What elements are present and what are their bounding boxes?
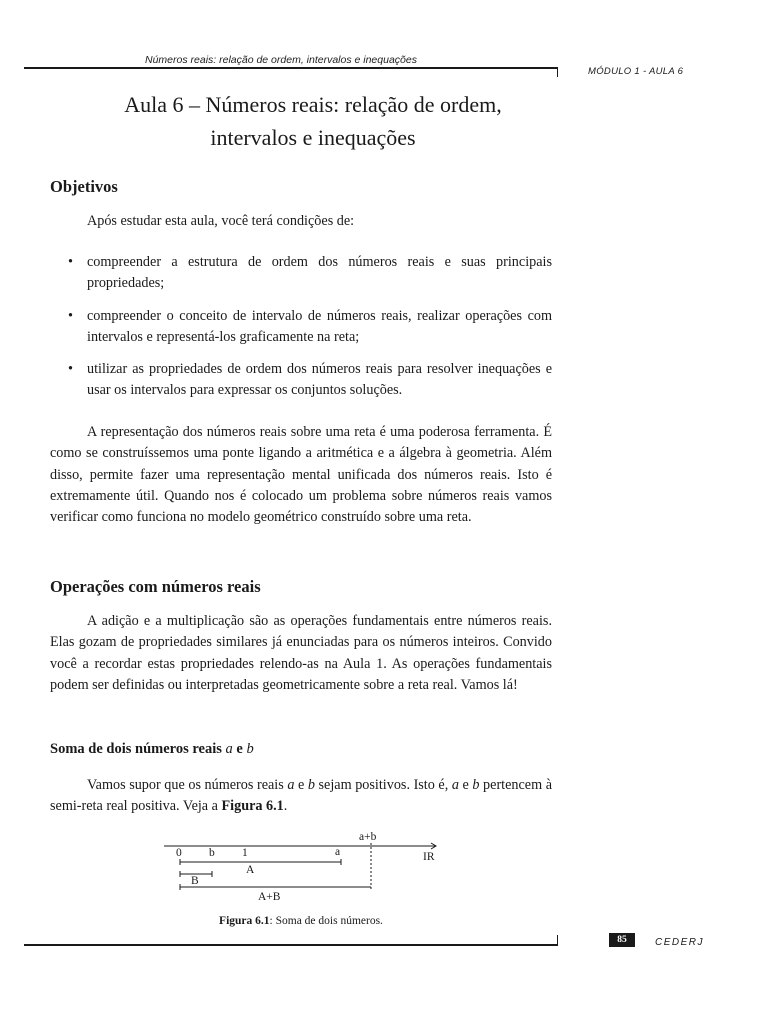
operations-heading: Operações com números reais [50, 577, 261, 596]
objectives-intro: Após estudar esta aula, você terá condições de: [87, 213, 355, 229]
figure-caption: Figura 6.1: Soma de dois números. [219, 915, 383, 927]
intro-paragraph: A representação dos números reais sobre uma reta é uma poderosa ferramenta. É como se construíssemos uma ponte ligando a aritmética e a álgebra à geometria. Além disso, permite fazer uma representação mental unificada dos números reais. Isto é extremamente útil. Quando nos é colocado um problema sobre números reais vamos verificar como funciona no modelo geométrico construído sobre uma reta. [50, 424, 552, 526]
label-ir: IR [423, 851, 435, 863]
publisher-label: CEDERJ [655, 937, 705, 948]
sum-heading: Soma de dois números reais a e b [50, 741, 254, 757]
label-segment-a: A [246, 864, 255, 876]
figure-number-line [150, 825, 450, 905]
bullet-icon: • [68, 307, 73, 324]
running-header-title: Números reais: relação de ordem, intervalos e inequações [145, 54, 417, 66]
header-rule [24, 67, 558, 69]
label-zero: 0 [176, 847, 182, 859]
objective-item: • utilizar as propriedades de ordem dos números reais para resolver inequações e usar os intervalos para expressar os conjuntos soluções. [68, 361, 552, 399]
sum-paragraph: Vamos supor que os números reais a e b sejam positivos. Isto é, a e b pertencem à semi-reta real positiva. Veja a Figura 6.1. [50, 777, 553, 815]
objectives-list [68, 252, 552, 413]
label-a: a [335, 846, 341, 858]
footer-rule-tick [557, 935, 558, 945]
objective-item: • compreender a estrutura de ordem dos números reais e suas principais propriedades; [68, 254, 552, 292]
label-segment-b: B [191, 875, 199, 887]
module-label: MÓDULO 1 - AULA 6 [588, 66, 684, 77]
label-one: 1 [242, 847, 248, 859]
page-number: 85 [609, 933, 635, 947]
lesson-title-line-2: intervalos e inequações [210, 125, 416, 150]
objective-item: • compreender o conceito de intervalo de números reais, realizar operações com intervalos e representá-los graficamente na reta; [68, 307, 552, 345]
footer-rule [24, 944, 558, 946]
label-a-plus-b: a+b [359, 831, 377, 843]
var-a: a [225, 741, 233, 757]
bullet-icon: • [68, 254, 73, 270]
objectives-heading: Objetivos [50, 177, 118, 196]
label-segment-a-plus-b: A+B [258, 891, 281, 903]
header-rule-tick [557, 67, 558, 77]
bullet-icon: • [68, 361, 73, 378]
operations-paragraph: A adição e a multiplicação são as operações fundamentais entre números reais. Elas gozam de propriedades similares já enunciadas para os números inteiros. Convido você a recordar estas propriedades relendo-as na Aula 1. As operações fundamentais podem ser definidas ou interpretadas geometricamente sobre a reta real. Vamos lá! [50, 613, 552, 693]
lesson-title [50, 88, 576, 154]
label-b: b [209, 847, 215, 859]
var-b: b [246, 741, 254, 757]
lesson-title-line-1: Aula 6 – Números reais: relação de ordem, [124, 92, 502, 117]
